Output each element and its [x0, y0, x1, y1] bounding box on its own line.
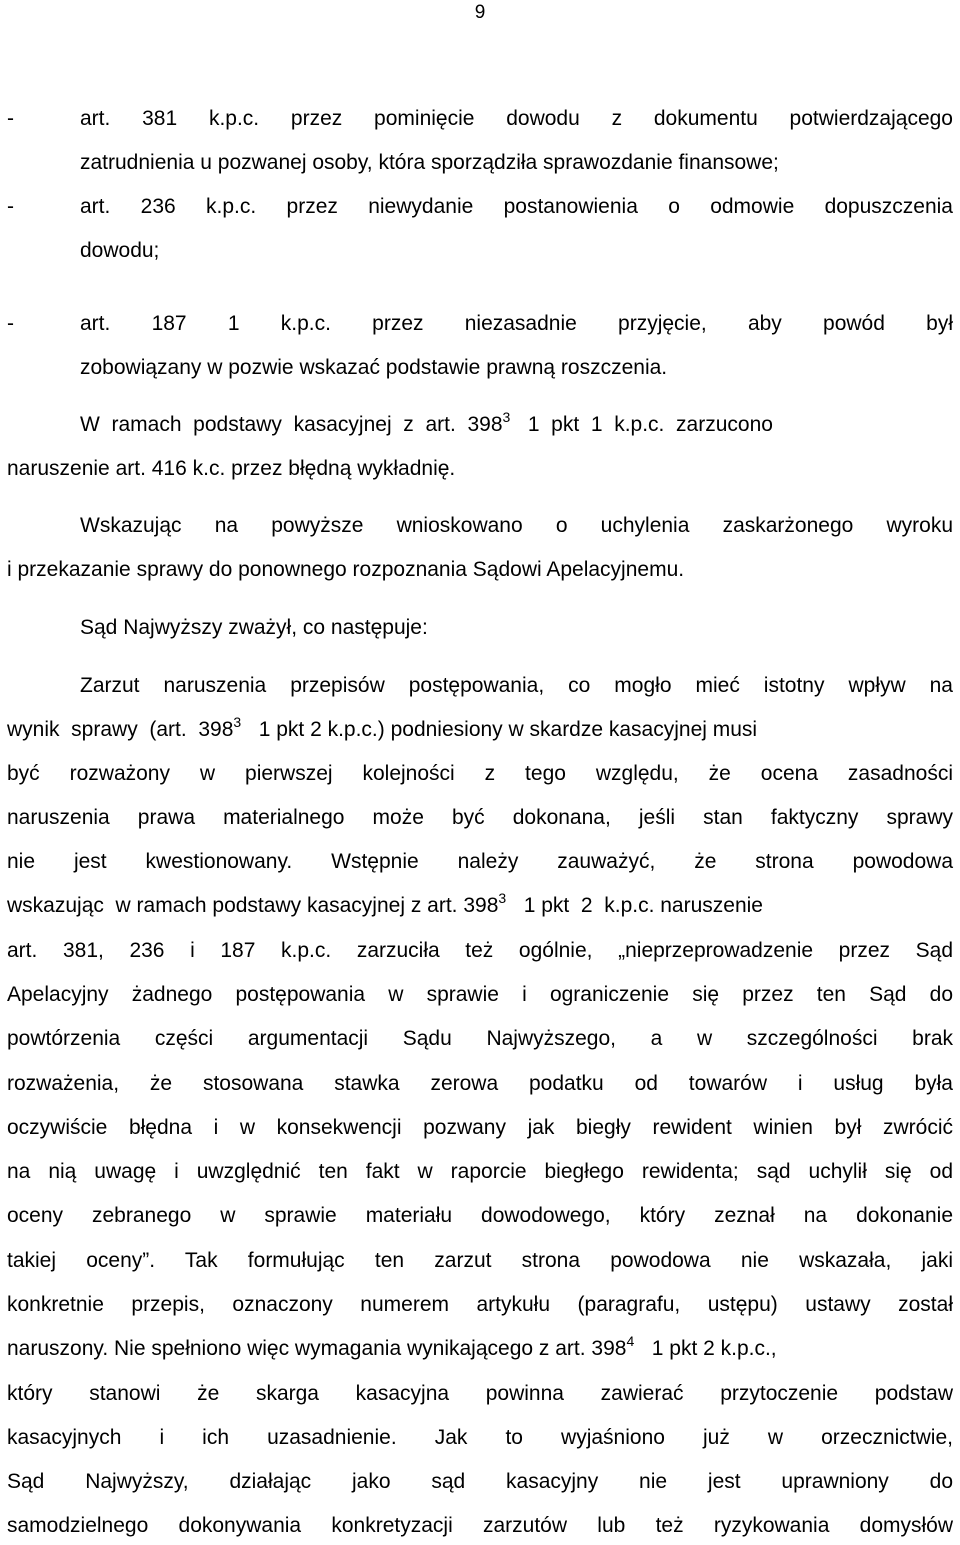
- text-line: rozważenia, że stosowana stawka zerowa podatku od towarów i usług była: [7, 1072, 953, 1095]
- text-line: kasacyjnych i ich uzasadnienie. Jak to wyjaśniono już w orzecznictwie,: [7, 1426, 953, 1449]
- superscript: 3: [498, 890, 507, 906]
- text-line: być rozważony w pierwszej kolejności z tego względu, że ocena zasadności: [7, 762, 953, 785]
- text-line: takiej oceny”. Tak formułując ten zarzut strona powodowa nie wskazała, jaki: [7, 1249, 953, 1272]
- superscript: 3: [233, 714, 242, 730]
- page-number: 9: [474, 2, 486, 23]
- text-segment: W ramach podstawy kasacyjnej z art. 398: [80, 413, 503, 436]
- text-line: powtórzenia części argumentacji Sądu Najwyższego, a w szczególności brak: [7, 1027, 953, 1050]
- text-line: art. 187 1 k.p.c. przez niezasadnie przyjęcie, aby powód był: [80, 312, 953, 335]
- section-heading: Sąd Najwyższy zważył, co następuje:: [80, 616, 428, 639]
- text-line: art. 381 k.p.c. przez pominięcie dowodu z dokumentu potwierdzającego: [80, 107, 953, 130]
- text-segment: 1 pkt 2 k.p.c.) podniesiony w skardze kasacyjnej musi: [241, 718, 758, 741]
- list-dash: -: [7, 312, 14, 335]
- text-segment: wynik sprawy (art. 398: [7, 718, 234, 741]
- text-line: który stanowi że skarga kasacyjna powinna zawierać przytoczenie podstaw: [7, 1382, 953, 1405]
- text-line-with-superscript: [7, 891, 953, 921]
- text-line-with-superscript: [7, 1334, 953, 1364]
- text-line: samodzielnego dokonywania konkretyzacji zarzutów lub też ryzykowania domysłów: [7, 1514, 953, 1537]
- text-line: naruszenia prawa materialnego może być dokonana, jeśli stan faktyczny sprawy: [7, 806, 953, 829]
- text-line: naruszenie art. 416 k.c. przez błędną wykładnię.: [7, 457, 456, 480]
- text-line: Sąd Najwyższy, działając jako sąd kasacyjny nie jest uprawniony do: [7, 1470, 953, 1493]
- text-line: Zarzut naruszenia przepisów postępowania, co mogło mieć istotny wpływ na: [80, 674, 953, 697]
- text-line: zatrudnienia u pozwanej osoby, która sporządziła sprawozdanie finansowe;: [80, 151, 779, 174]
- text-line: oczywiście błędna i w konsekwencji pozwany jak biegły rewident winien był zwrócić: [7, 1116, 953, 1139]
- text-segment: 1 pkt 2 k.p.c.,: [634, 1337, 777, 1360]
- superscript: 4: [626, 1333, 635, 1349]
- list-dash: -: [7, 195, 14, 218]
- text-line: konkretnie przepis, oznaczony numerem artykułu (paragrafu, ustępu) ustawy został: [7, 1293, 953, 1316]
- superscript: 3: [502, 409, 511, 425]
- list-dash: -: [7, 107, 14, 130]
- text-line-with-superscript: [7, 715, 953, 745]
- text-segment: 1 pkt 1 k.p.c. zarzucono: [510, 413, 773, 436]
- text-line: nie jest kwestionowany. Wstępnie należy zauważyć, że strona powodowa: [7, 850, 953, 873]
- text-line: Apelacyjny żadnego postępowania w sprawie i ograniczenie się przez ten Sąd do: [7, 983, 953, 1006]
- text-line: zobowiązany w pozwie wskazać podstawie prawną roszczenia.: [80, 356, 668, 379]
- text-segment: naruszony. Nie spełniono więc wymagania wynikającego z art. 398: [7, 1337, 627, 1360]
- text-line: Wskazując na powyższe wnioskowano o uchylenia zaskarżonego wyroku: [80, 514, 953, 537]
- text-line: i przekazanie sprawy do ponownego rozpoznania Sądowi Apelacyjnemu.: [7, 558, 685, 581]
- text-line-with-superscript: [80, 410, 953, 440]
- text-segment: wskazując w ramach podstawy kasacyjnej z art. 398: [7, 894, 499, 917]
- text-line: na nią uwagę i uwzględnić ten fakt w raporcie biegłego rewidenta; sąd uchylił się od: [7, 1160, 953, 1183]
- text-line: art. 381, 236 i 187 k.p.c. zarzuciła też ogólnie, „nieprzeprowadzenie przez Sąd: [7, 939, 953, 962]
- text-segment: 1 pkt 2 k.p.c. naruszenie: [506, 894, 763, 917]
- text-line: oceny zebranego w sprawie materiału dowodowego, który zeznał na dokonanie: [7, 1204, 953, 1227]
- text-line: dowodu;: [80, 239, 160, 262]
- text-line: art. 236 k.p.c. przez niewydanie postanowienia o odmowie dopuszczenia: [80, 195, 953, 218]
